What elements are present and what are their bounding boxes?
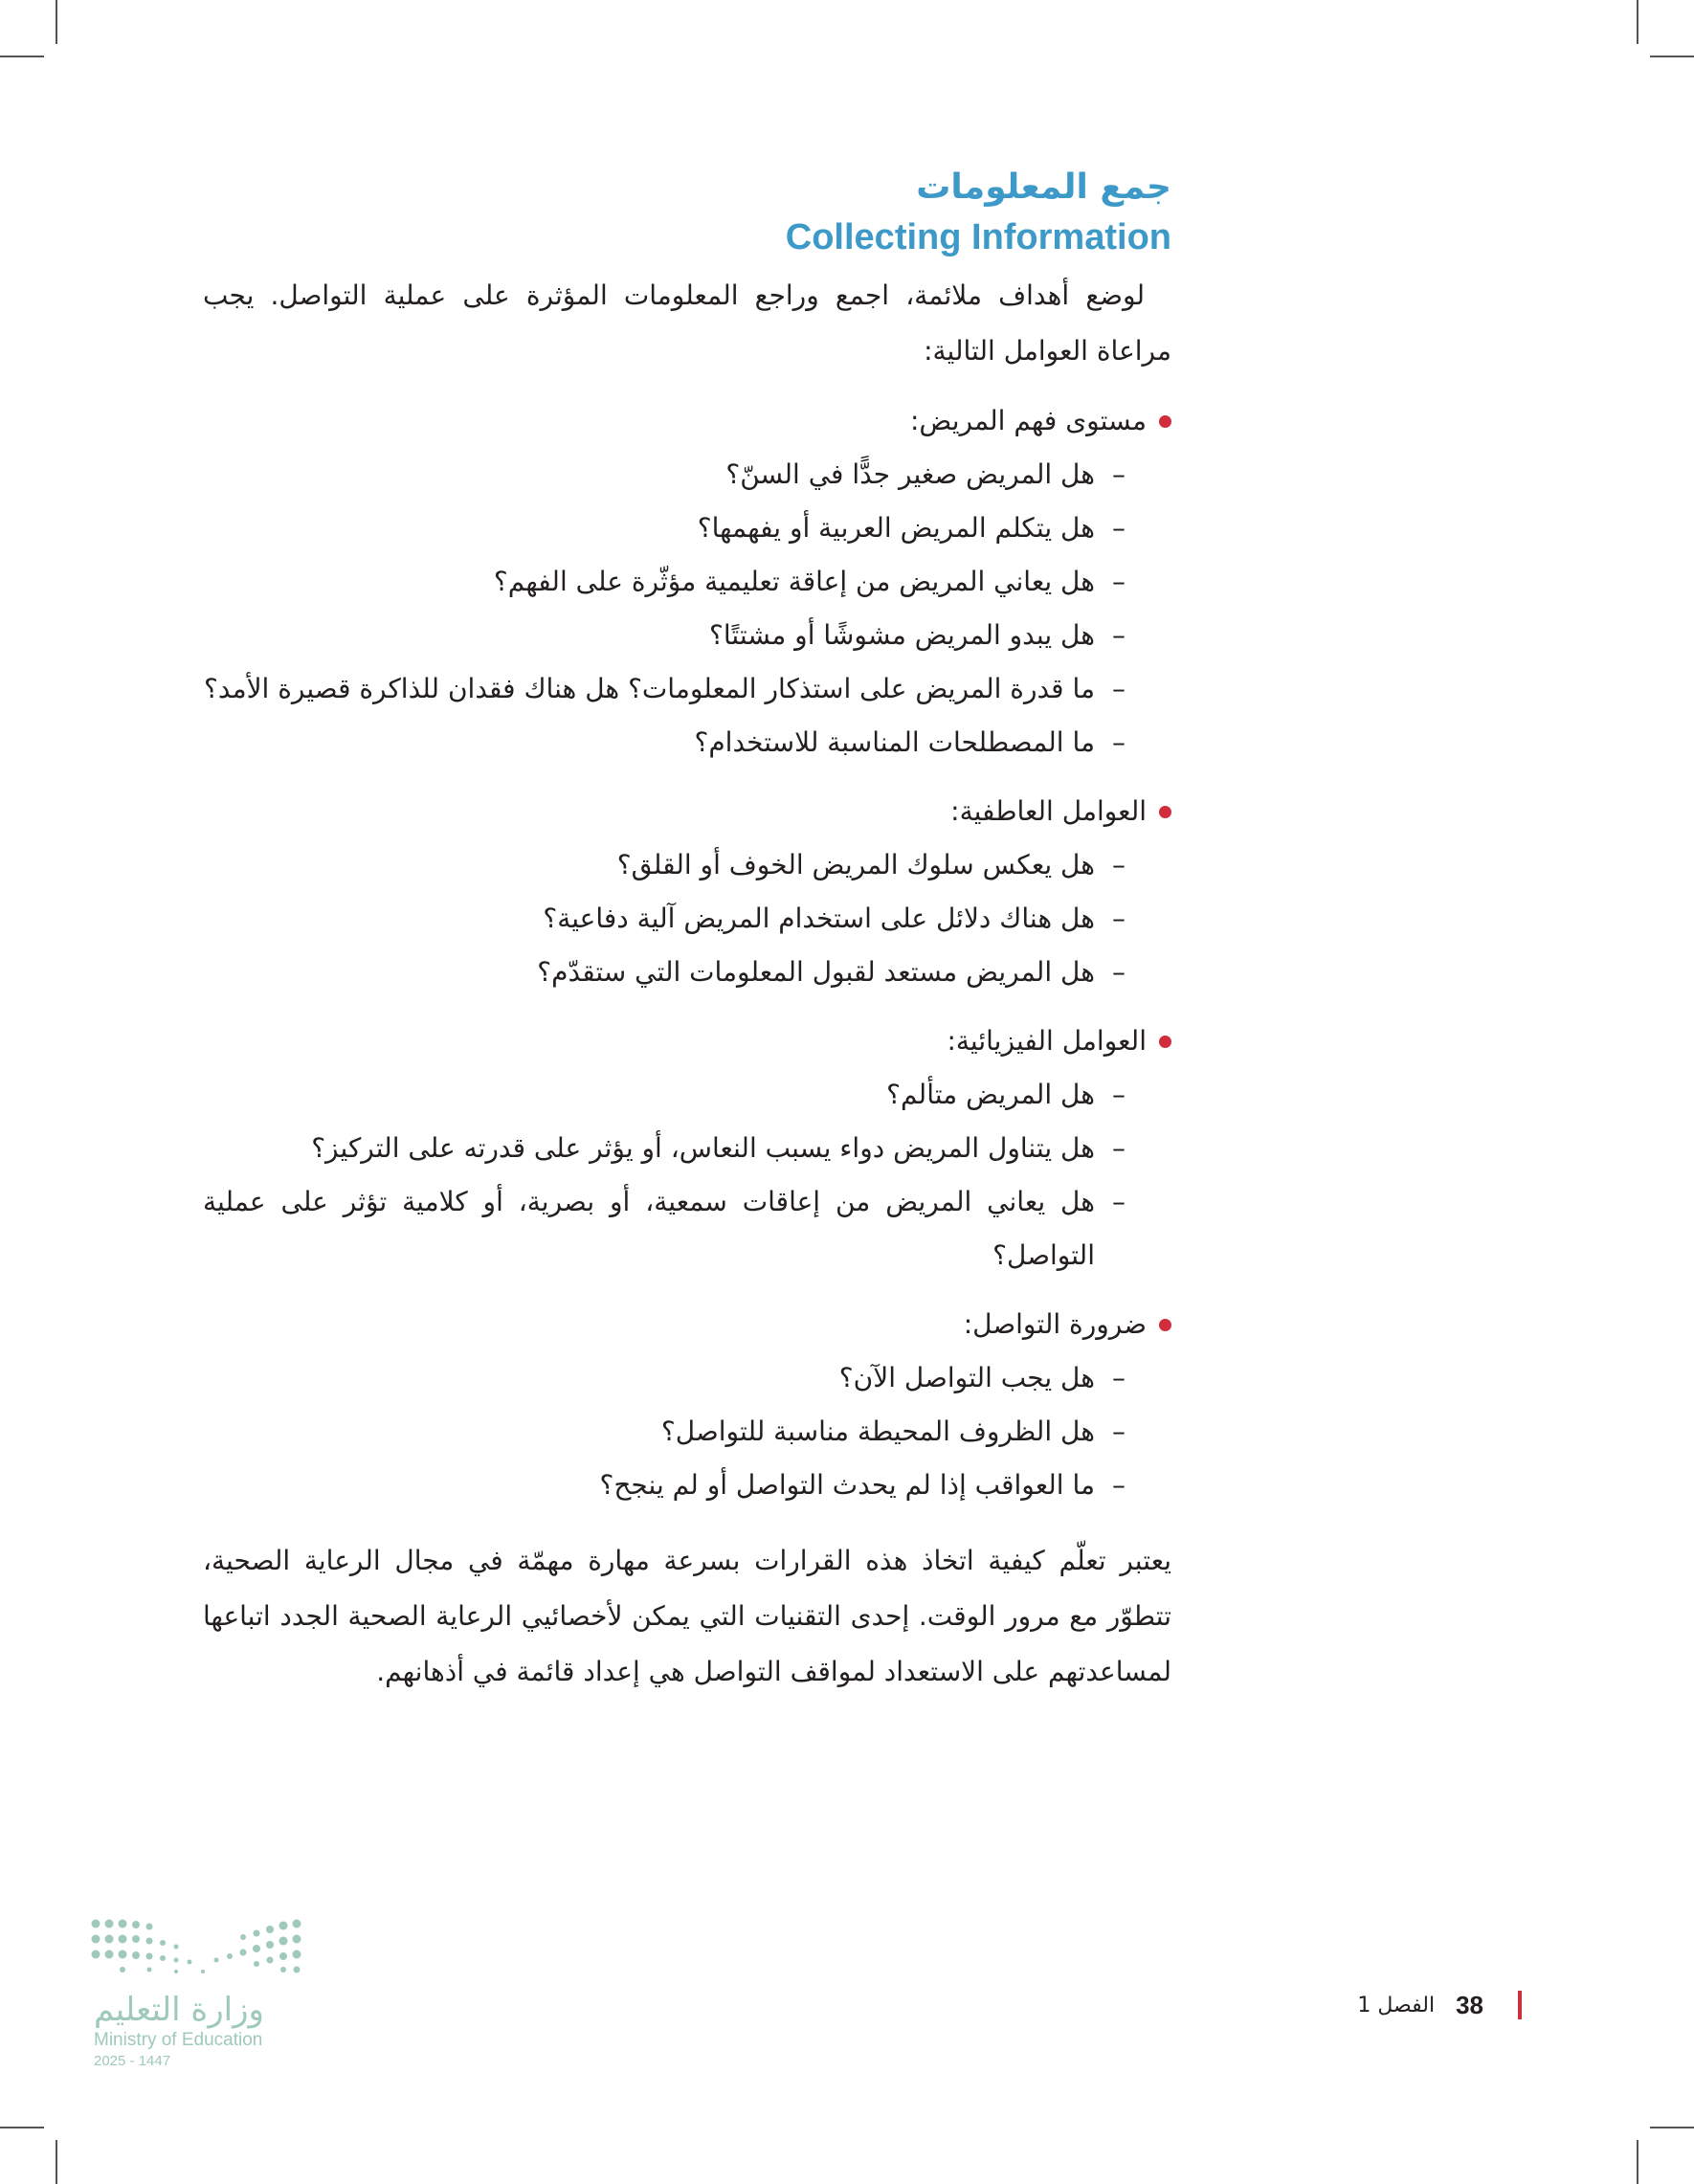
footer-accent-bar (1518, 1991, 1522, 2019)
question-list (203, 1351, 1171, 1512)
dash-marker: – (1112, 619, 1126, 651)
factor-heading (203, 785, 1171, 838)
question-text: هل الظروف المحيطة مناسبة للتواصل؟ (660, 1415, 1095, 1447)
question-text: هل المريض مستعد لقبول المعلومات التي ستقدّم؟ (537, 956, 1095, 988)
logo-year: 2025 - 1447 (94, 2053, 171, 2069)
factor-sections (203, 394, 1171, 1512)
heading-english: Collecting Information (785, 217, 1171, 257)
factor-label: ضرورة التواصل: (963, 1308, 1147, 1340)
chapter-label: الفصل 1 (1357, 1993, 1436, 2017)
factor-section (203, 1014, 1171, 1282)
question-text: هل يبدو المريض مشوشًا أو مشتتًا؟ (709, 619, 1095, 651)
question-text: هل يعكس سلوك المريض الخوف أو القلق؟ (616, 849, 1095, 880)
factor-section (203, 1298, 1171, 1512)
question-text: هل يتناول المريض دواء يسبب النعاس، أو يؤثر على قدرته على التركيز؟ (311, 1132, 1095, 1164)
intro-paragraph: لوضع أهداف ملائمة، اجمع وراجع المعلومات المؤثرة على عملية التواصل. يجب مراعاة العوامل التالية: (203, 279, 1171, 367)
question-item (203, 1405, 1171, 1459)
dash-marker: – (1112, 1186, 1126, 1217)
question-item (203, 892, 1171, 946)
factor-label: العوامل العاطفية: (950, 795, 1147, 827)
question-text: هل المريض متألم؟ (886, 1079, 1095, 1110)
dash-marker: – (1112, 849, 1126, 880)
question-item (203, 946, 1171, 999)
question-item (203, 1351, 1171, 1405)
question-text: هل يجب التواصل الآن؟ (838, 1362, 1095, 1393)
dash-marker: – (1112, 1362, 1126, 1393)
question-text: هل هناك دلائل على استخدام المريض آلية دفاعية؟ (543, 903, 1095, 934)
question-text: هل المريض صغير جدًّا في السنّ؟ (725, 458, 1095, 490)
factor-heading (203, 1014, 1171, 1068)
question-item (203, 1122, 1171, 1175)
factor-section (203, 785, 1171, 999)
question-item (203, 1068, 1171, 1122)
dash-marker: – (1112, 1415, 1126, 1447)
factor-heading (203, 394, 1171, 448)
question-item (203, 1459, 1171, 1512)
question-text: هل يتكلم المريض العربية أو يفهمها؟ (697, 512, 1095, 544)
page-footer (1357, 1988, 1522, 2022)
factor-label: العوامل الفيزيائية: (947, 1025, 1147, 1057)
question-item (203, 448, 1171, 501)
question-text: ما المصطلحات المناسبة للاستخدام؟ (694, 726, 1095, 758)
question-item (203, 501, 1171, 555)
dash-marker: – (1112, 1132, 1126, 1164)
question-list (203, 448, 1171, 769)
factor-section (203, 394, 1171, 769)
question-item (203, 838, 1171, 892)
heading-arabic: جمع المعلومات (916, 167, 1171, 207)
bullet-dot-icon (1159, 415, 1171, 428)
question-list (203, 838, 1171, 999)
crop-mark (1650, 56, 1694, 57)
bullet-dot-icon (1159, 806, 1171, 818)
question-item (203, 1175, 1171, 1282)
question-text: هل يعاني المريض من إعاقة تعليمية مؤثّرة على الفهم؟ (493, 566, 1095, 597)
dash-marker: – (1112, 1079, 1126, 1110)
dash-marker: – (1112, 726, 1126, 758)
question-item (203, 609, 1171, 662)
crop-mark (56, 0, 57, 44)
logo-arabic-text: وزارة التعليم (94, 1991, 264, 2029)
question-text: ما قدرة المريض على استذكار المعلومات؟ هل هناك فقدان للذاكرة قصيرة الأمد؟ (204, 673, 1095, 704)
crop-mark (1637, 2140, 1638, 2184)
question-text: هل يعاني المريض من إعاقات سمعية، أو بصرية، أو كلامية تؤثر على عملية التواصل؟ (203, 1186, 1095, 1271)
dash-marker: – (1112, 512, 1126, 544)
dash-marker: – (1112, 903, 1126, 934)
question-item (203, 716, 1171, 769)
page-number: 38 (1456, 1990, 1483, 2019)
dash-marker: – (1112, 956, 1126, 988)
crop-mark (0, 2127, 44, 2128)
question-list (203, 1068, 1171, 1282)
crop-mark (0, 56, 44, 57)
dash-marker: – (1112, 458, 1126, 490)
question-text: ما العواقب إذا لم يحدث التواصل أو لم ينجح؟ (599, 1469, 1095, 1501)
crop-mark (56, 2140, 57, 2184)
dash-marker: – (1112, 566, 1126, 597)
bullet-dot-icon (1159, 1319, 1171, 1331)
question-item (203, 555, 1171, 609)
crop-mark (1650, 2127, 1694, 2128)
factor-label: مستوى فهم المريض: (909, 405, 1147, 436)
logo-english-text: Ministry of Education (94, 2030, 263, 2050)
dash-marker: – (1112, 1469, 1126, 1501)
ministry-logo (84, 1914, 314, 2071)
dash-marker: – (1112, 673, 1126, 704)
logo-dots-icon (84, 1914, 314, 1977)
question-item (203, 662, 1171, 716)
bullet-dot-icon (1159, 1036, 1171, 1048)
factor-heading (203, 1298, 1171, 1351)
closing-paragraph: يعتبر تعلّم كيفية اتخاذ هذه القرارات بسرعة مهارة مهمّة في مجال الرعاية الصحية، تتطوّر مع مرور الوقت. إحدى التقنيات التي يمكن لأخصائيي الرعاية الصحية الجدد اتباعها لمساعدتهم على الاستعداد لمواقف التواصل هي إعداد قائمة في أذهانهم. (203, 1545, 1171, 1687)
page-content (203, 163, 1171, 1700)
crop-mark (1637, 0, 1638, 44)
